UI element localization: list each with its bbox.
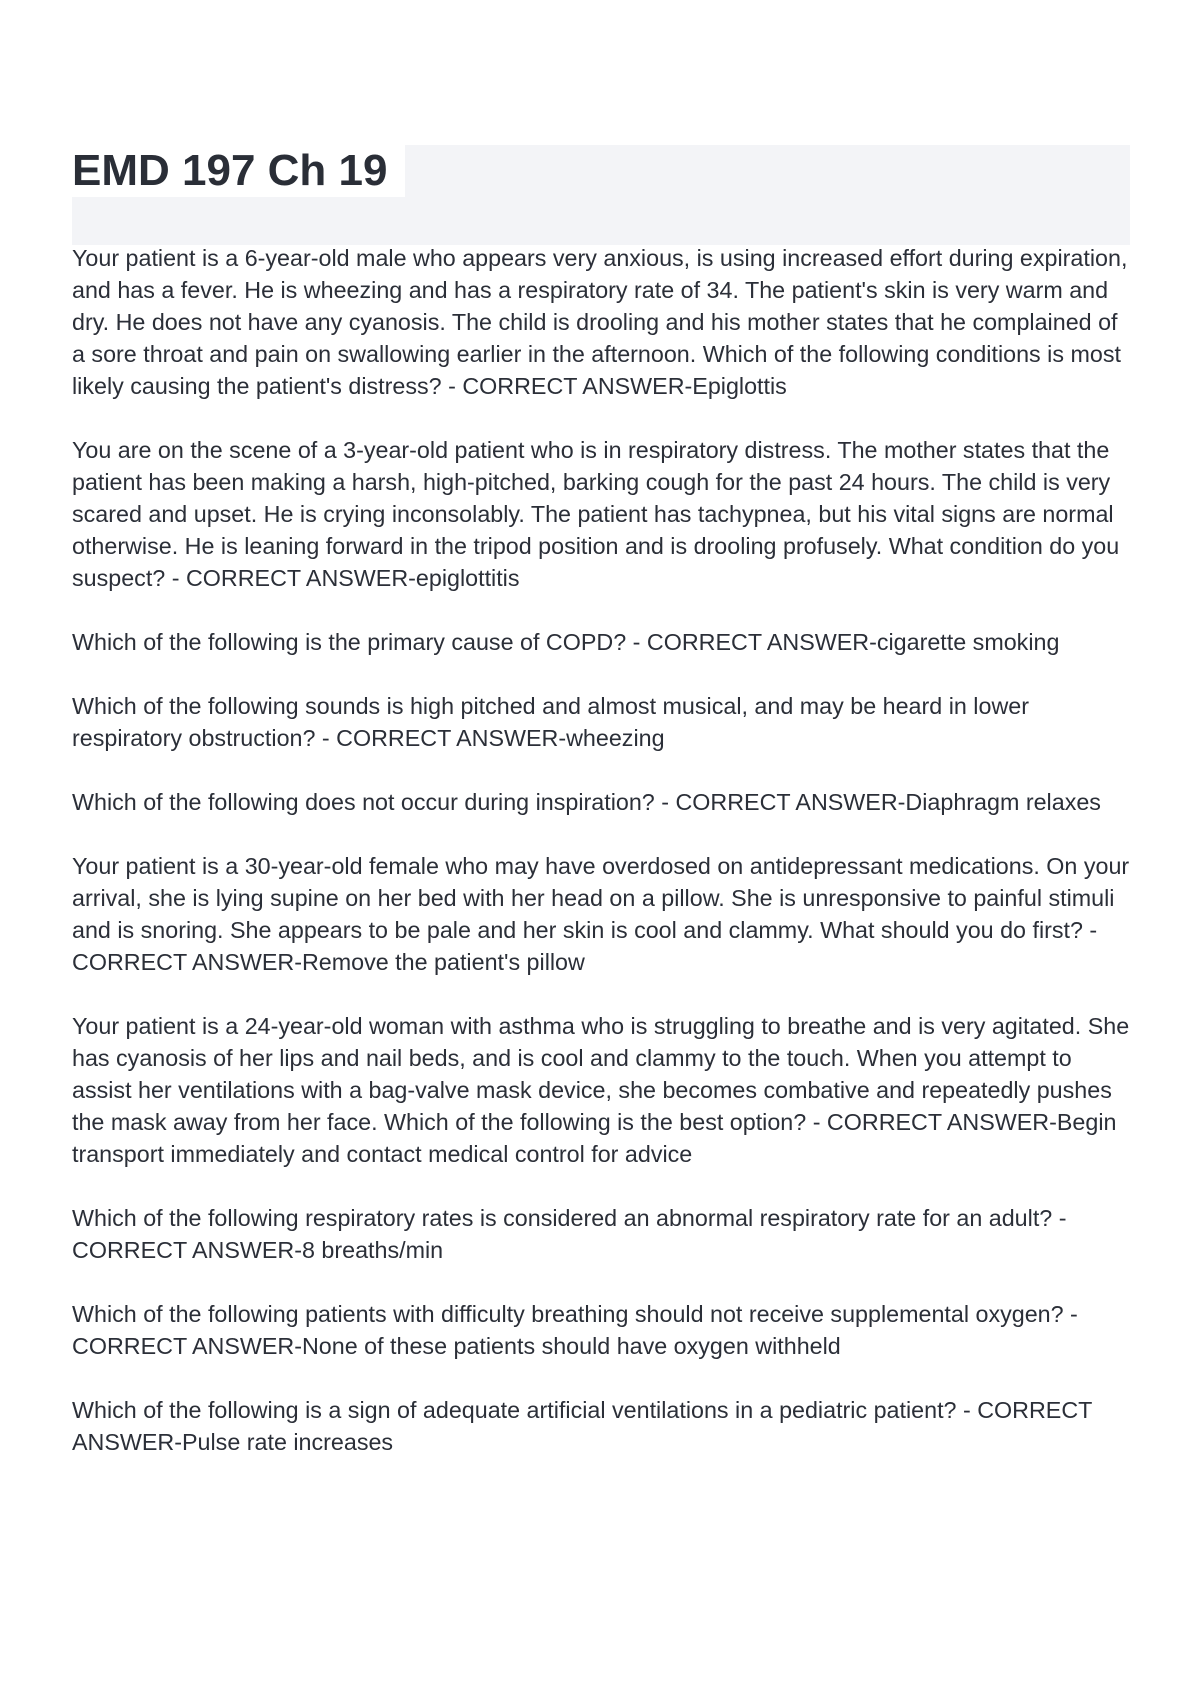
document-title: EMD 197 Ch 19 [72, 146, 388, 195]
qa-item: Which of the following is a sign of adequate artificial ventilations in a pediatric patient? - CORRECT ANSWER-Pulse rate increases [72, 1397, 1092, 1455]
qa-item: Your patient is a 30-year-old female who may have overdosed on antidepressant medications. On your arrival, she is lying supine on her bed with her head on a pillow. She is unresponsive to painful stimuli and is snoring. She appears to be pale and her skin is cool and clammy. What should you do first? - CORRECT ANSWER-Remove the patient's pillow [72, 853, 1130, 975]
qa-item: You are on the scene of a 3-year-old patient who is in respiratory distress. The mother states that the patient has been making a harsh, high-pitched, barking cough for the past 24 hours. The child is very scared and upset. He is crying inconsolably. The patient has tachypnea, but his vital signs are normal otherwise. He is leaning forward in the tripod position and is drooling profusely. What condition do you suspect? - CORRECT ANSWER-epiglottitis [72, 437, 1120, 591]
qa-item: Your patient is a 24-year-old woman with asthma who is struggling to breathe and is very agitated. She has cyanosis of her lips and nail beds, and is cool and clammy to the touch. When you attempt to assist her ventilations with a bag-valve mask device, she becomes combative and repeatedly pushes the mask away from her face. Which of the following is the best option? - CORRECT ANSWER-Begin transport immediately and contact medical control for advice [72, 1013, 1130, 1167]
qa-item: Which of the following sounds is high pitched and almost musical, and may be heard in lower respiratory obstruction? - CORRECT ANSWER-wheezing [72, 693, 1029, 751]
question-answer-list [72, 242, 1132, 1490]
qa-item: Which of the following respiratory rates is considered an abnormal respiratory rate for an adult? - CORRECT ANSWER-8 breaths/min [72, 1205, 1067, 1263]
qa-item: Your patient is a 6-year-old male who appears very anxious, is using increased effort during expiration, and has a fever. He is wheezing and has a respiratory rate of 34. The patient's skin is very warm and dry. He does not have any cyanosis. The child is drooling and his mother states that he complained of a sore throat and pain on swallowing earlier in the afternoon. Which of the following conditions is most likely causing the patient's distress? - CORRECT ANSWER-Epiglottis [72, 245, 1128, 399]
qa-item: Which of the following patients with difficulty breathing should not receive supplemental oxygen? - CORRECT ANSWER-None of these patients should have oxygen withheld [72, 1301, 1078, 1359]
qa-item: Which of the following is the primary cause of COPD? - CORRECT ANSWER-cigarette smoking [72, 629, 1060, 655]
qa-item: Which of the following does not occur during inspiration? - CORRECT ANSWER-Diaphragm relaxes [72, 789, 1101, 815]
